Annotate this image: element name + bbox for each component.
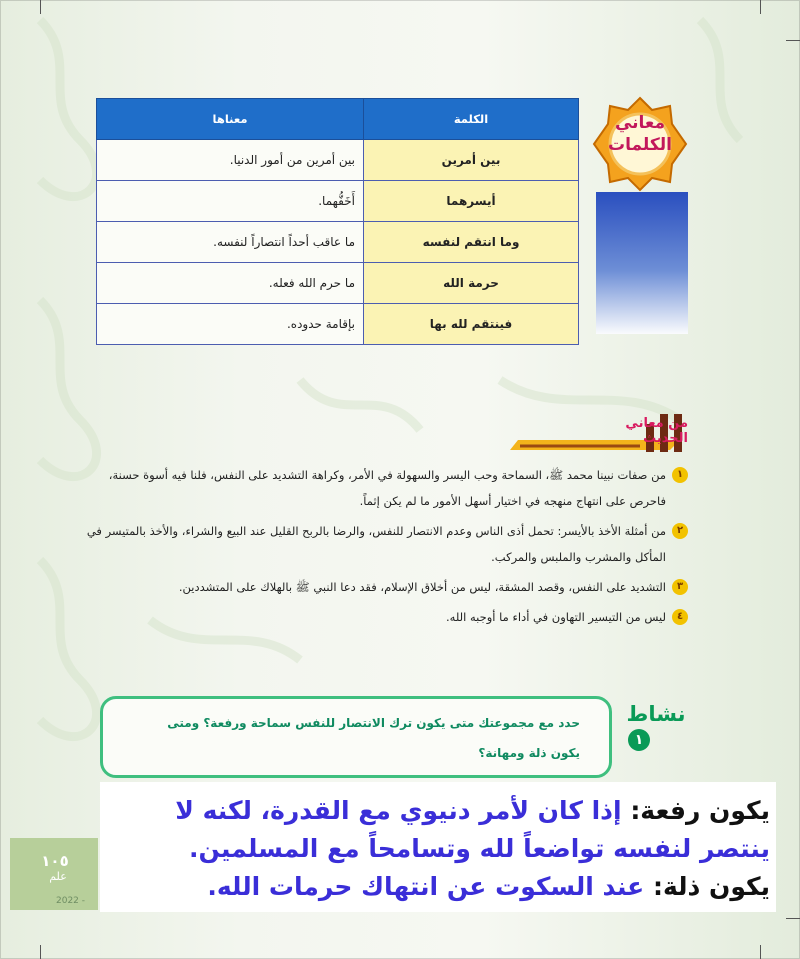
table-header-row (97, 99, 579, 140)
table-row (97, 222, 579, 263)
point-number-badge: ٢ (672, 523, 688, 539)
meaning-cell: ما حرم الله فعله. (97, 263, 364, 304)
activity-number: ١ (628, 729, 650, 751)
meaning-cell: ما عاقب أحداً انتصاراً لنفسه. (97, 222, 364, 263)
point-number-badge: ١ (672, 467, 688, 483)
table-row (97, 181, 579, 222)
crop-mark (40, 0, 41, 14)
point-number-badge: ٣ (672, 579, 688, 595)
word-cell: فينتقم لله بها (364, 304, 579, 345)
answer-label-humiliation: يكون ذلة: (652, 872, 770, 901)
decorative-gradient-bar (596, 192, 688, 334)
crop-mark (786, 40, 800, 41)
answer-label-honor: يكون رفعة: (630, 796, 770, 825)
list-item (86, 518, 688, 570)
word-cell: حرمة الله (364, 263, 579, 304)
page-number: ١٠٥ (41, 852, 69, 870)
word-cell: بين أمرين (364, 140, 579, 181)
table-row (97, 304, 579, 345)
point-text: من أمثلة الأخذ بالأيسر: تحمل أذى الناس وعدم الانتصار للنفس، والرضا بالربح القليل عند البيع والشراء، والأخذ بالمتيسر في المأكل والمشرب والملبس والمركب. (86, 524, 666, 564)
table-row (97, 263, 579, 304)
word-cell: وما انتقم لنفسه (364, 222, 579, 263)
column-header-meaning: معناها (97, 99, 364, 140)
activity-question: حدد مع مجموعتك متى يكون ترك الانتصار للنفس سماحة ورفعة؟ ومتى يكون ذلة ومهانة؟ (167, 716, 580, 760)
section-title: من معاني الحديث (625, 416, 688, 446)
point-number-badge: ٤ (672, 609, 688, 625)
answer-box (100, 782, 776, 912)
vocabulary-table (96, 98, 579, 345)
word-cell: أيسرهما (364, 181, 579, 222)
column-header-word: الكلمة (364, 99, 579, 140)
crop-mark (760, 945, 761, 959)
crop-mark (40, 945, 41, 959)
point-text: التشديد على النفس، وقصد المشقة، ليس من أخلاق الإسلام، فقد دعا النبي ﷺ بالهلاك على المتشددين. (178, 580, 666, 594)
table-row (97, 140, 579, 181)
meaning-cell: بين أمرين من أمور الدنيا. (97, 140, 364, 181)
point-text: من صفات نبينا محمد ﷺ، السماحة وحب اليسر والسهولة في الأمر، وكراهة التشديد على النفس، فلنا فيه أسوة حسنة، فاحرص على انتهاج منهجه في اختيار أسهل الأمور ما لم يكن إثماً. (108, 468, 666, 508)
meaning-cell: أَخَفُّهما. (97, 181, 364, 222)
point-text: ليس من التيسير التهاون في أداء ما أوجبه الله. (446, 610, 666, 624)
publisher-logo: علم (49, 870, 67, 883)
meaning-cell: بإقامة حدوده. (97, 304, 364, 345)
list-item (86, 574, 688, 600)
hadith-points-list (86, 462, 688, 634)
crop-mark (760, 0, 761, 14)
crop-mark (786, 918, 800, 919)
list-item (86, 462, 688, 514)
answer-text-honor: إذا كان لأمر دنيوي مع القدرة، لكنه لا ينتصر لنفسه تواضعاً لله وتسامحاً مع المسلمين. (175, 796, 770, 863)
edition-year: 2022 - (56, 896, 86, 906)
word-meanings-title: معاني الكلمات (608, 113, 672, 155)
activity-label: نشاط (626, 702, 686, 726)
list-item (86, 604, 688, 630)
answer-text-humiliation: عند السكوت عن انتهاك حرمات الله. (207, 872, 645, 901)
